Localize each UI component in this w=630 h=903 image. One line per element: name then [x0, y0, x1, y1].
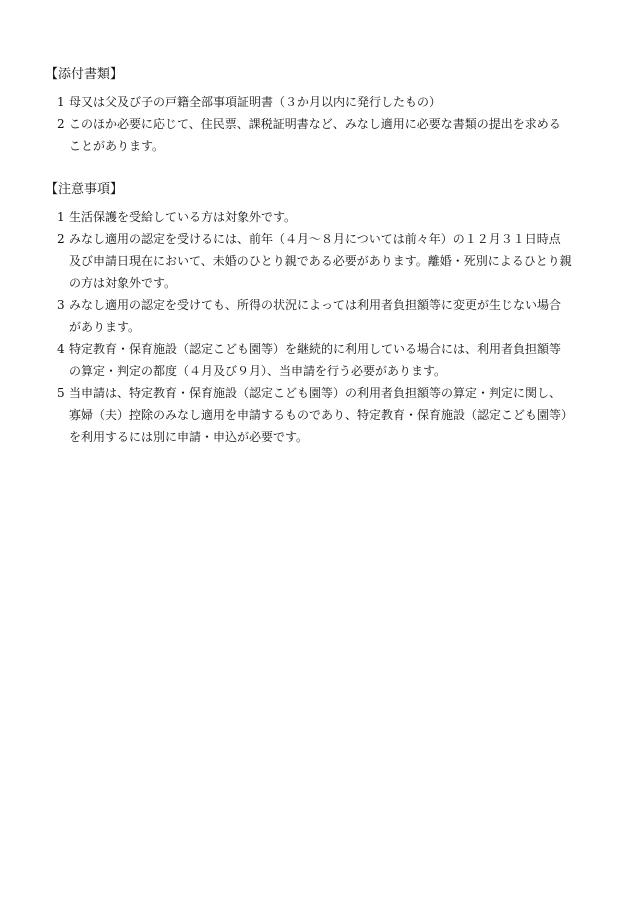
item-text — [69, 91, 588, 113]
attachments-heading: 【添付書類】 — [45, 67, 124, 82]
note-item-3 — [48, 294, 588, 338]
item-line: の方は対象外です。 — [69, 276, 177, 290]
item-line: みなし適用の認定を受けるには、前年（４月～８月については前々年）の１２月３１日時点 — [69, 232, 561, 246]
item-text — [69, 113, 588, 157]
item-number: 2 — [57, 117, 65, 131]
item-line: 寡婦（夫）控除のみなし適用を申請するものであり、特定教育・保育施設（認定こども園等） — [69, 408, 574, 422]
item-number: 5 — [57, 386, 65, 400]
item-text — [69, 338, 588, 382]
item-number: 3 — [57, 298, 65, 312]
item-line: の算定・判定の都度（４月及び９月）、当申請を行う必要があります。 — [69, 364, 447, 378]
item-text — [69, 206, 588, 228]
item-text — [69, 228, 588, 294]
item-line: このほか必要に応じて、住民票、課税証明書など、みなし適用に必要な書類の提出を求める — [69, 117, 561, 131]
item-text — [69, 294, 588, 338]
item-line: ことがあります。 — [69, 139, 165, 153]
item-number: 4 — [57, 342, 65, 356]
item-text — [69, 382, 588, 448]
note-item-5 — [48, 382, 588, 448]
item-line: を利用するには別に申請・申込が必要です。 — [69, 430, 309, 444]
item-line: 母又は父及び子の戸籍全部事項証明書（３か月以内に発行したもの） — [69, 95, 442, 109]
notes-heading: 【注意事項】 — [45, 182, 124, 197]
item-number: 2 — [57, 232, 65, 246]
note-item-1 — [48, 206, 588, 228]
item-line: 及び申請日現在において、未婚のひとり親である必要があります。離婚・死別によるひとり親 — [69, 254, 572, 268]
attachment-item-1 — [48, 91, 588, 113]
item-line: 特定教育・保育施設（認定こども園等）を継続的に利用している場合には、利用者負担額等 — [69, 342, 562, 356]
item-number: 1 — [57, 210, 65, 224]
item-line: 生活保護を受給している方は対象外です。 — [69, 210, 297, 224]
notes-section — [45, 179, 588, 448]
note-item-4 — [48, 338, 588, 382]
item-number: 1 — [57, 95, 65, 109]
attachments-section — [45, 64, 588, 157]
note-item-2 — [48, 228, 588, 294]
item-line: みなし適用の認定を受けても、所得の状況によっては利用者負担額等に変更が生じない場合 — [69, 298, 562, 312]
item-line: があります。 — [69, 320, 141, 334]
attachment-item-2 — [48, 113, 588, 157]
item-line: 当申請は、特定教育・保育施設（認定こども園等）の利用者負担額等の算定・判定に関し、 — [69, 386, 562, 400]
